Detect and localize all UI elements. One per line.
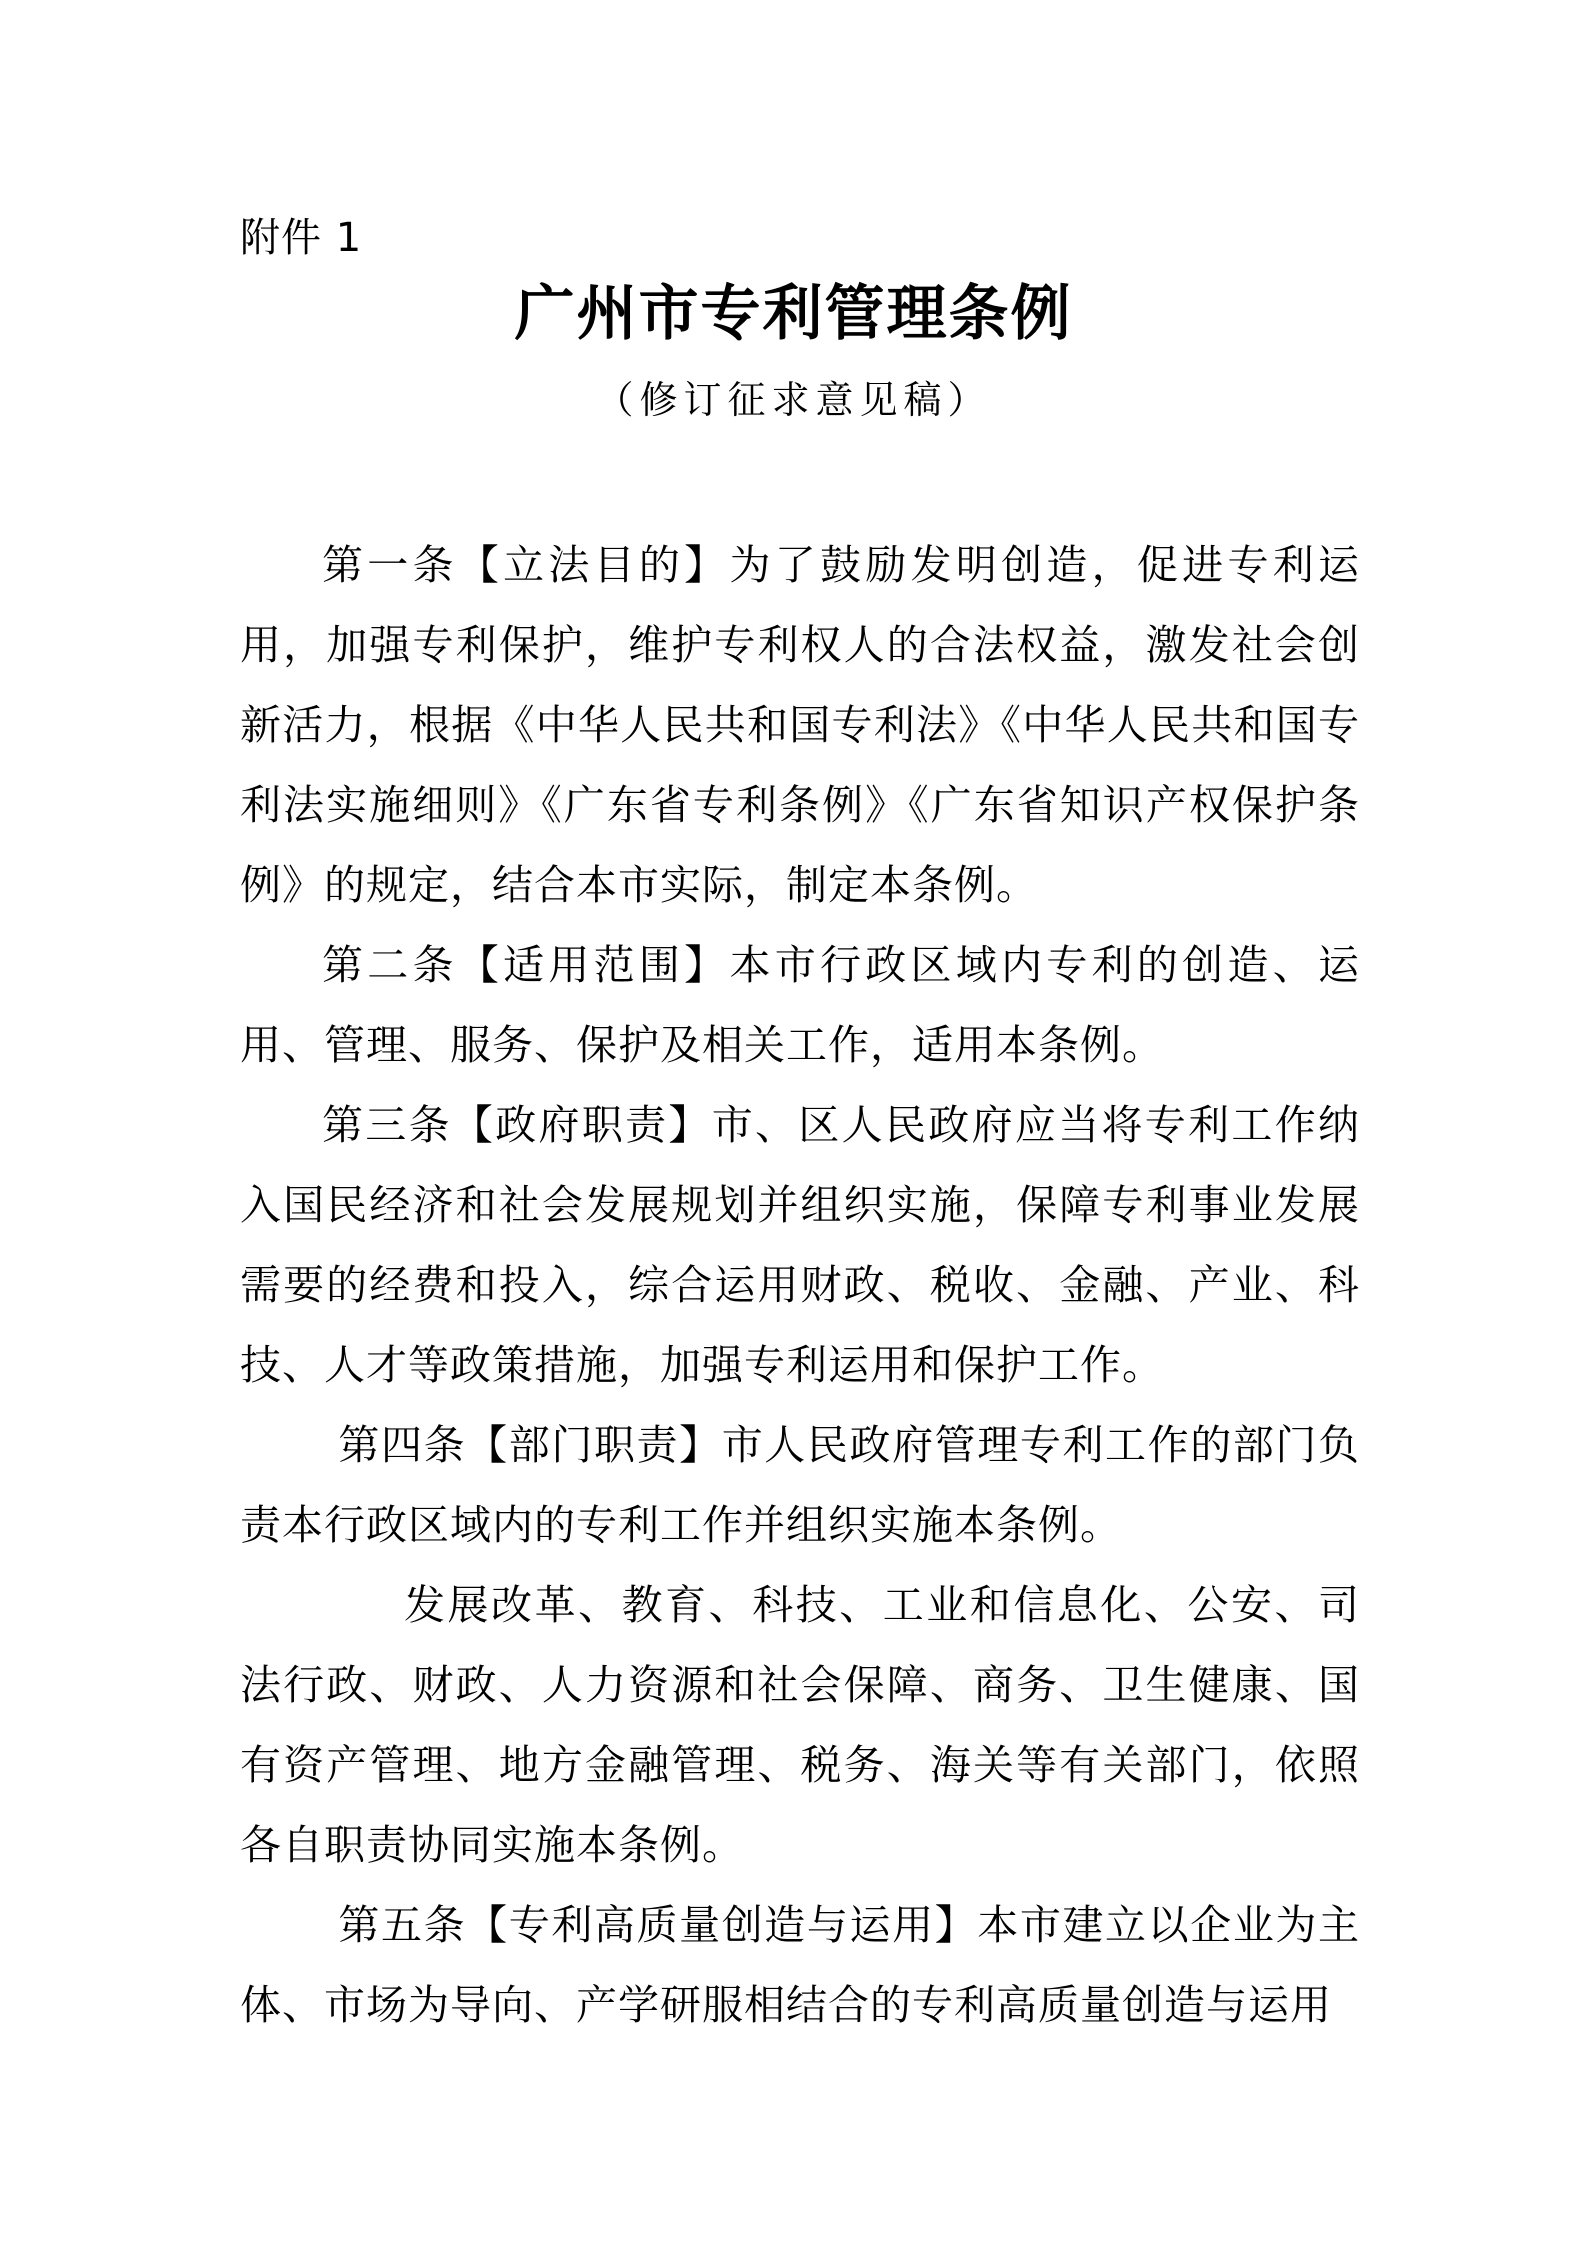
article-4-paragraph: 第四条【部门职责】市人民政府管理专利工作的部门负责本行政区域内的专利工作并组织实施本条例。 xyxy=(240,1421,1360,1549)
document-body xyxy=(240,525,1360,2045)
attachment-label: 附件 1 xyxy=(240,215,363,261)
article-3-paragraph: 第三条【政府职责】市、区人民政府应当将专利工作纳入国民经济和社会发展规划并组织实施，保障专利事业发展需要的经费和投入，综合运用财政、税收、金融、产业、科技、人才等政策措施，加强专利运用和保护工作。 xyxy=(240,1101,1360,1389)
article-4-subparagraph: 发展改革、教育、科技、工业和信息化、公安、司法行政、财政、人力资源和社会保障、商务、卫生健康、国有资产管理、地方金融管理、税务、海关等有关部门，依照各自职责协同实施本条例。 xyxy=(240,1581,1360,1869)
article-5-paragraph: 第五条【专利高质量创造与运用】本市建立以企业为主体、市场为导向、产学研服相结合的专利高质量创造与运用 xyxy=(240,1901,1360,2029)
article-1-paragraph: 第一条【立法目的】为了鼓励发明创造，促进专利运用，加强专利保护，维护专利权人的合法权益，激发社会创新活力，根据《中华人民共和国专利法》《中华人民共和国专利法实施细则》《广东省专利条例》《广东省知识产权保护条例》的规定，结合本市实际，制定本条例。 xyxy=(240,541,1360,909)
document-subtitle: （修订征求意见稿） xyxy=(595,378,992,422)
article-2-paragraph: 第二条【适用范围】本市行政区域内专利的创造、运用、管理、服务、保护及相关工作，适用本条例。 xyxy=(240,941,1360,1069)
document-title: 广州市专利管理条例 xyxy=(514,279,1073,349)
